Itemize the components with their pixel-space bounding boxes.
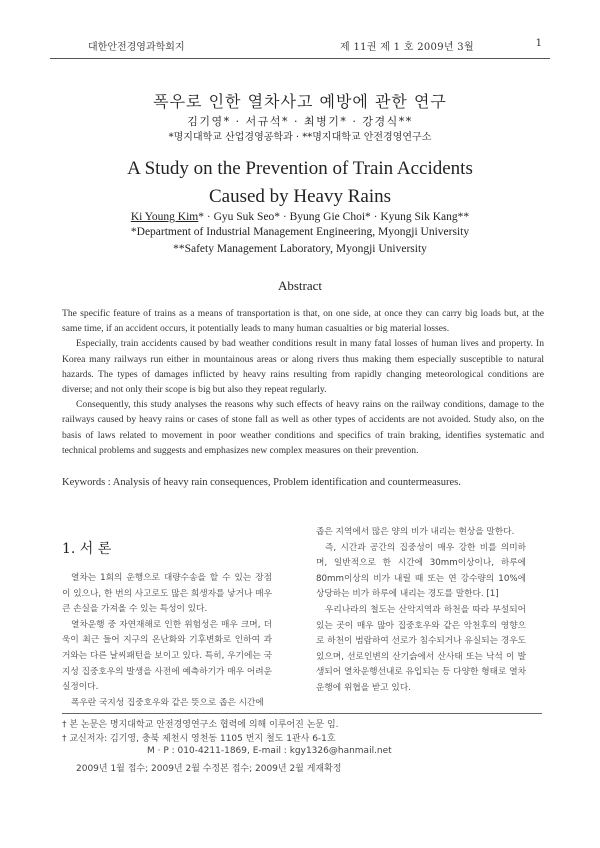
first-author: Ki Young Kim [130, 211, 199, 223]
journal-name: 대한안전경영과학회지 [88, 42, 185, 53]
english-title-line1: A Study on the Prevention of Train Accidents [127, 158, 473, 179]
footnote-contact: M · P : 010-4211-1869, E-mail : kgy1326@hanmail.net [147, 746, 392, 756]
other-authors: * · Gyu Suk Seo* · Byung Gie Choi* · Kyung Sik Kang** [198, 211, 470, 223]
body-paragraph: 폭우란 국지성 집중호우와 같은 뜻으로 좁은 시간에 [71, 697, 264, 708]
abstract-paragraph: Especially, train accidents caused by bad weather conditions result in many fatal losses of human lives and property. In Korea many railways run either in mountainous areas or along rivers thus making them especially susceptible to natural hazards. The types of damages inflicted by heavy rains resulting from rapidly changing meteorological conditions are diverse; and not only their scope is big but also they repeat regularly. [62, 338, 544, 396]
english-affiliation-2: **Safety Management Laboratory, Myongji University [173, 243, 427, 255]
running-header [88, 38, 542, 52]
right-column [316, 525, 526, 697]
abstract-heading: Abstract [277, 278, 323, 293]
body-paragraph: 열차는 1회의 운행으로 대량수송을 할 수 있는 장점이 있으나, 한 번의 사고로도 많은 희생자를 낳거나 매우 큰 손실을 가져올 수 있는 특성이 있다. [62, 573, 272, 615]
footnote-rule [62, 713, 542, 714]
body-paragraph: 즉, 시간과 공간의 집중성이 매우 강한 비를 의미하며, 일반적으로 한 시간에 30mm이상이나, 하루에 80mm이상의 비가 내릴 때 또는 연 강수량의 10%에 상당하는 비가 하루에 내리는 경도를 말한다. [1] [316, 542, 526, 600]
english-title-line2: Caused by Heavy Rains [208, 186, 392, 207]
section-heading: 1. 서 론 [62, 541, 112, 557]
footnote-dates: 2009년 1월 접수; 2009년 2월 수정본 접수; 2009년 2월 게재확정 [76, 764, 342, 774]
footnote-funding: † 본 논문은 명지대학교 안전경영연구소 협력에 의해 이루어진 논문 임. [62, 720, 339, 730]
english-affiliation-1: *Department of Industrial Management Engineering, Myongji University [130, 226, 470, 238]
abstract-body [62, 306, 544, 458]
english-authors [0, 211, 600, 223]
body-paragraph: 열차운행 중 자연재해로 인한 위험성은 매우 크며, 더욱이 최근 들어 지구의 온난화와 기후변화로 인하여 과거와는 다른 날씨패턴을 보이고 있다. 특히, 우기에는 국지성 집중호우의 발생을 사전에 예측하기가 매우 어려운 실정이다. [62, 619, 272, 693]
issue-info: 제 11권 제 1 호 2009년 3월 [340, 42, 474, 53]
page-number: 1 [535, 38, 542, 49]
abstract-paragraph: Consequently, this study analyses the reasons why such effects of heavy rains on the railway conditions, damage to the railways caused by heavy rains or cases of stone fall as well as other types of accidents are not avoided. Study also, on the basis of laws related to movement in poor weather conditions and specifics of train braking, identifies systematic and technical problems and suggests and emphasizes new complex measures on their prevention. [62, 399, 544, 456]
left-column [62, 571, 272, 711]
korean-title: 폭우로 인한 열차사고 예방에 관한 연구 [153, 92, 447, 111]
korean-affiliation: *명지대학교 산업경영공학과 · **명지대학교 안전경영연구소 [168, 132, 432, 143]
korean-authors: 김기영* · 서규석* · 최병기* · 강경식** [187, 115, 413, 128]
header-rule [50, 58, 550, 59]
footnote-corresponding-author: † 교신저자: 김기영, 충북 제천시 영천동 1105 번지 철도 1관사 6-1호 [62, 734, 336, 744]
body-paragraph: 좁은 지역에서 많은 양의 비가 내리는 현상을 말한다. [316, 527, 515, 537]
body-paragraph: 우리나라의 철도는 산악지역과 하천을 따라 부설되어 있는 곳이 매우 많아 집중호우와 같은 악천후의 영향으로 하천이 범람하여 선로가 침수되거나 유실되는 경우도 있으며, 선로인변의 산기슭에서 산사태 또는 낙석 이 발생되어 열차운행선내로 유입되는 등 다양한 형태로 열차운행에 위협을 받고 있다. [316, 604, 526, 693]
abstract-paragraph: The specific feature of trains as a means of transportation is that, on one side, at once they can carry big loads but, at the same time, if an accident occurs, it potentially leads to many human casualties or big material losses. [62, 308, 544, 335]
keywords: Keywords : Analysis of heavy rain consequences, Problem identification and countermeasures. [62, 477, 461, 488]
